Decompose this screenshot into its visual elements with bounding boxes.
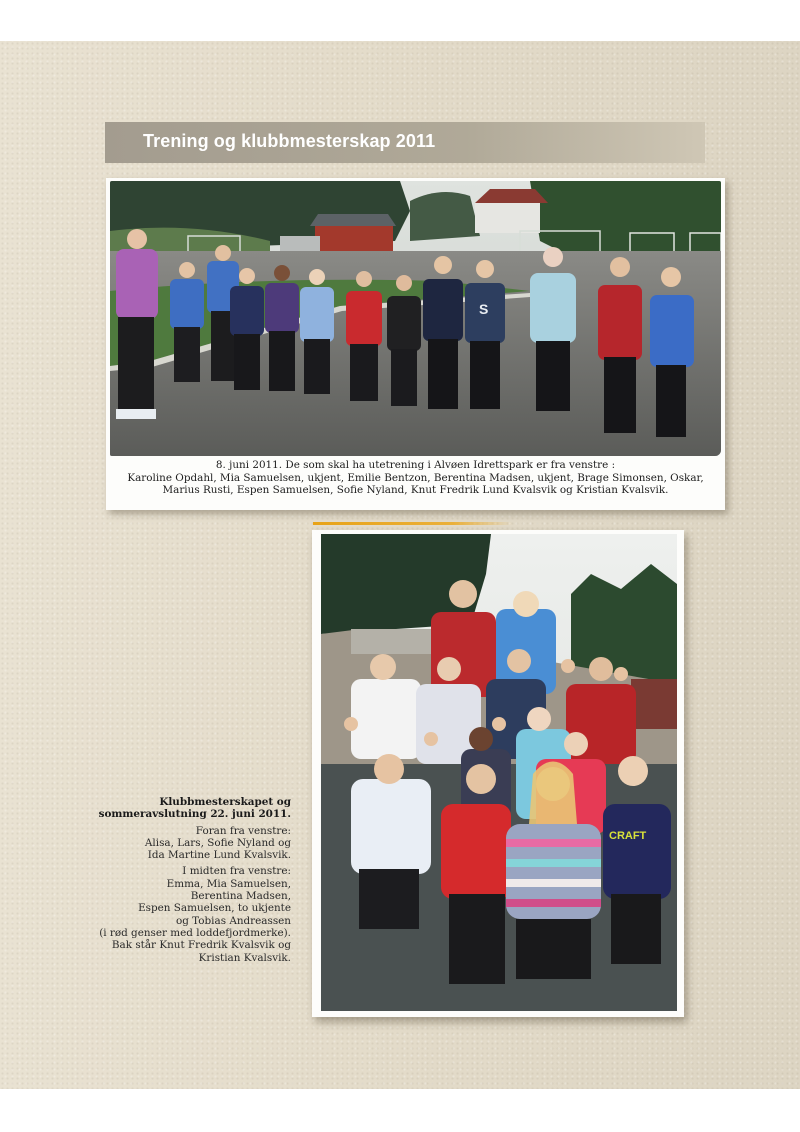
photo-training-caption — [110, 459, 721, 497]
caption-title-line: sommeravslutning 22. juni 2011. — [98, 808, 291, 821]
side-caption-front-row — [96, 825, 291, 862]
caption-line: Bak står Knut Fredrik Kvalsvik og — [111, 939, 291, 952]
caption-line: Kristian Kvalsvik. — [198, 951, 291, 964]
section-title: Trening og klubbmesterskap 2011 — [143, 131, 436, 151]
caption-line: (i rød genser med loddefjordmerke). — [99, 926, 291, 939]
side-caption — [96, 796, 291, 968]
side-caption-middle-row — [96, 865, 291, 963]
photo-championship-illustration — [321, 534, 677, 1011]
photo-frame-training — [106, 178, 725, 510]
caption-line: Alisa, Lars, Sofie Nyland og — [144, 836, 291, 849]
photo-championship-group — [321, 534, 677, 1011]
photo-training-illustration — [110, 181, 721, 456]
caption-line: Espen Samuelsen, to ukjente — [138, 902, 291, 915]
caption-line: I midten fra venstre: — [182, 865, 291, 878]
caption-line: Karoline Opdahl, Mia Samuelsen, ukjent, Emilie Bentzon, Berentina Madsen, ukjent, Brage Simonsen, Oskar, — [127, 471, 704, 484]
caption-title-line: Klubbmesterskapet og — [159, 796, 291, 808]
caption-line: Ida Martine Lund Kvalsvik. — [147, 849, 291, 862]
caption-line: og Tobias Andreassen — [175, 914, 291, 927]
caption-line: Emma, Mia Samuelsen, — [166, 877, 291, 890]
caption-line: 8. juni 2011. De som skal ha utetrening i Alvøen Idrettspark er fra venstre : — [215, 459, 616, 471]
svg-text:CRAFT: CRAFT — [609, 830, 647, 842]
svg-text:S: S — [479, 301, 489, 317]
caption-line: Berentina Madsen, — [190, 890, 291, 903]
caption-line: Marius Rusti, Espen Samuelsen, Sofie Nyland, Knut Fredrik Lund Kvalsvik og Kristian Kvalsvik. — [162, 484, 669, 496]
photo-frame-championship — [312, 530, 684, 1017]
side-caption-title — [96, 796, 291, 821]
photo-training-group — [110, 181, 721, 456]
accent-rule — [313, 522, 513, 525]
caption-line: Foran fra venstre: — [195, 824, 291, 837]
section-header-bar — [105, 122, 705, 163]
